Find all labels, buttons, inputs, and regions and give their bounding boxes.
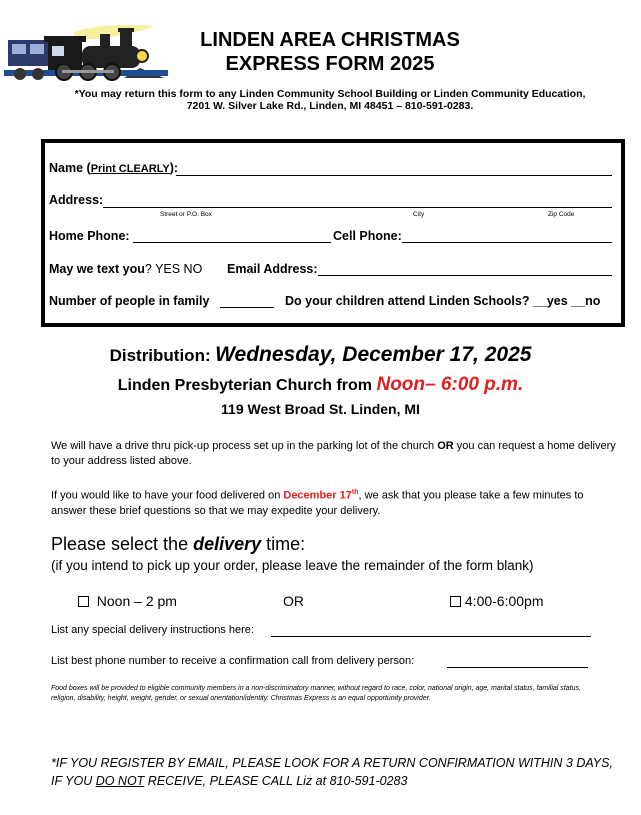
form-title-line2: EXPRESS FORM 2025: [225, 53, 435, 75]
form-title-line1: LINDEN AREA CHRISTMAS: [200, 29, 460, 51]
family-size-label: Number of people in family: [49, 294, 210, 308]
address-label: Address:: [49, 193, 104, 207]
pickup-paragraph: We will have a drive thru pick-up process set up in the parking lot of the church OR you can request a home delivery to your address listed above.: [51, 440, 616, 467]
street-sublabel: Street or P.O. Box: [160, 211, 212, 218]
delivery-paragraph: If you would like to have your food delivered on December 17th, we ask that you please take a few minutes to answer these brief questions so that we may expedite your delivery.: [51, 489, 584, 517]
home-phone-label: Home Phone:: [49, 229, 130, 243]
home-phone-field[interactable]: [133, 242, 331, 243]
name-field[interactable]: [176, 175, 612, 176]
cell-phone-field[interactable]: [402, 242, 612, 243]
family-size-field[interactable]: [220, 307, 274, 308]
email-label: Email Address:: [227, 262, 318, 276]
steam-locomotive-icon: [4, 18, 170, 82]
schools-question: Do your children attend Linden Schools? __yes __no: [285, 294, 601, 308]
instructions-label: List any special delivery instructions here:: [51, 624, 254, 636]
option-4-6pm[interactable]: 4:00-6:00pm: [450, 593, 544, 609]
delivery-heading: Please select the delivery time:: [51, 534, 306, 554]
checkbox-icon[interactable]: [450, 596, 461, 607]
disclaimer: Food boxes will be provided to eligible community members in a non-discriminatory manner, without regard to race, color, national origin, age, marital status, familial status, religion, disability, height, weight, gender, or sexual orientation/identity. Christmas Express is an equal opportunity provider.: [51, 685, 581, 702]
option-noon-2pm[interactable]: Noon – 2 pm: [78, 593, 177, 609]
email-field[interactable]: [318, 275, 612, 276]
intro-line1: *You may return this form to any Linden Community School Building or Linden Community Education,: [74, 88, 586, 100]
delivery-note: (if you intend to pick up your order, please leave the remainder of the form blank): [51, 558, 534, 573]
address-field[interactable]: [103, 207, 612, 208]
intro-line2: 7201 W. Silver Lake Rd., Linden, MI 48451 – 810-591-0283.: [186, 100, 474, 112]
footer-line2: IF YOU DO NOT RECEIVE, PLEASE CALL Liz at 810-591-0283: [51, 774, 408, 788]
instructions-field[interactable]: [271, 636, 591, 637]
text-permission: May we text you? YES NO: [49, 262, 203, 276]
name-label: Name (Print CLEARLY):: [49, 161, 179, 175]
location-line: Linden Presbyterian Church from Noon– 6:00 p.m.: [117, 374, 524, 395]
footer-line1: *IF YOU REGISTER BY EMAIL, PLEASE LOOK FOR A RETURN CONFIRMATION WITHIN 3 DAYS,: [51, 756, 613, 770]
distribution-line: Distribution: Wednesday, December 17, 2025: [109, 343, 532, 366]
confirmation-phone-field[interactable]: [447, 667, 588, 668]
location-address: 119 West Broad St. Linden, MI: [221, 401, 420, 417]
or-label: OR: [283, 593, 304, 609]
cell-phone-label: Cell Phone:: [333, 229, 402, 243]
confirmation-phone-label: List best phone number to receive a confirmation call from delivery person:: [51, 655, 415, 667]
city-sublabel: City: [413, 211, 425, 218]
zip-sublabel: Zip Code: [548, 211, 575, 218]
checkbox-icon[interactable]: [78, 596, 89, 607]
